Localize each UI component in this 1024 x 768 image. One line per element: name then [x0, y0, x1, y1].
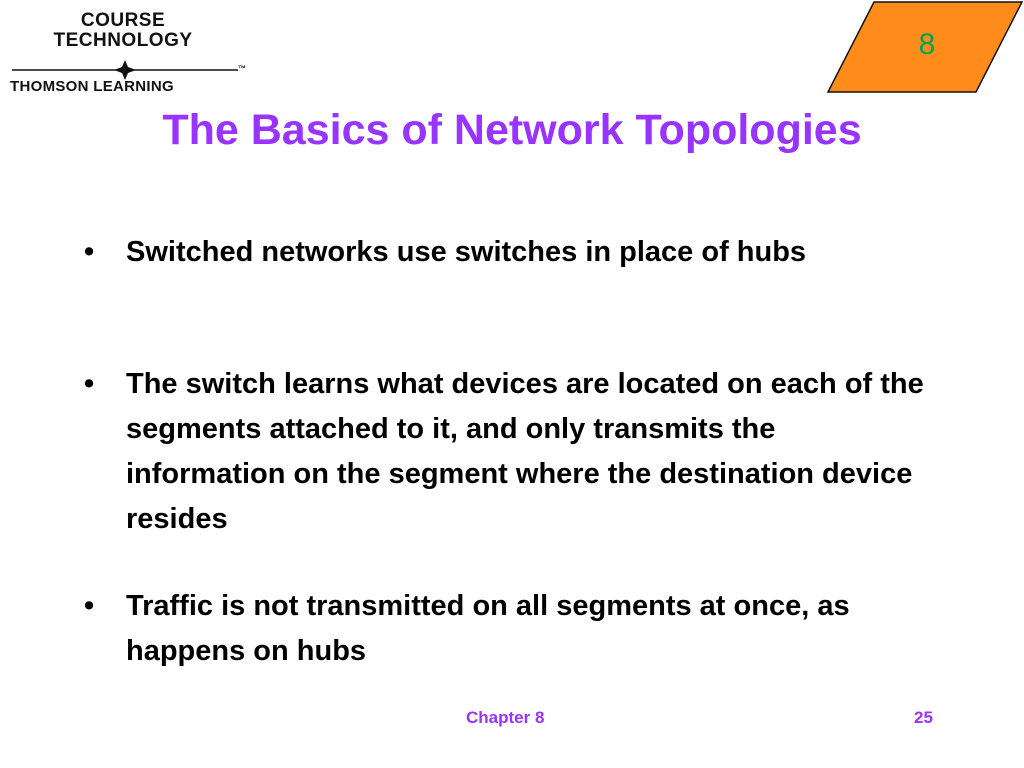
- course-technology-logo: [8, 8, 248, 96]
- slide-title: The Basics of Network Topologies: [162, 106, 862, 154]
- bullet-text: The switch learns what devices are located on each of the segments attached to it, and only transmits the information on the segment where the destination device resides: [126, 368, 924, 535]
- bullet-marker: •: [84, 236, 95, 268]
- bullet-text: Switched networks use switches in place of hubs: [126, 236, 807, 268]
- logo-thomson-learning-text: THOMSON LEARNING: [10, 78, 174, 95]
- chapter-badge-number: 8: [918, 28, 936, 61]
- footer-page-number: 25: [914, 708, 933, 727]
- logo-trademark: ™: [238, 64, 246, 73]
- logo-course-text: COURSE: [80, 10, 166, 31]
- footer-chapter-label: Chapter 8: [466, 708, 545, 727]
- logo-star-rule-icon: [12, 60, 238, 80]
- bullet-marker: •: [84, 590, 95, 622]
- logo-technology-text: TECHNOLOGY: [53, 30, 193, 51]
- bullet-text: Traffic is not transmitted on all segments at once, as happens on hubs: [126, 590, 850, 667]
- bullet-marker: •: [84, 368, 95, 400]
